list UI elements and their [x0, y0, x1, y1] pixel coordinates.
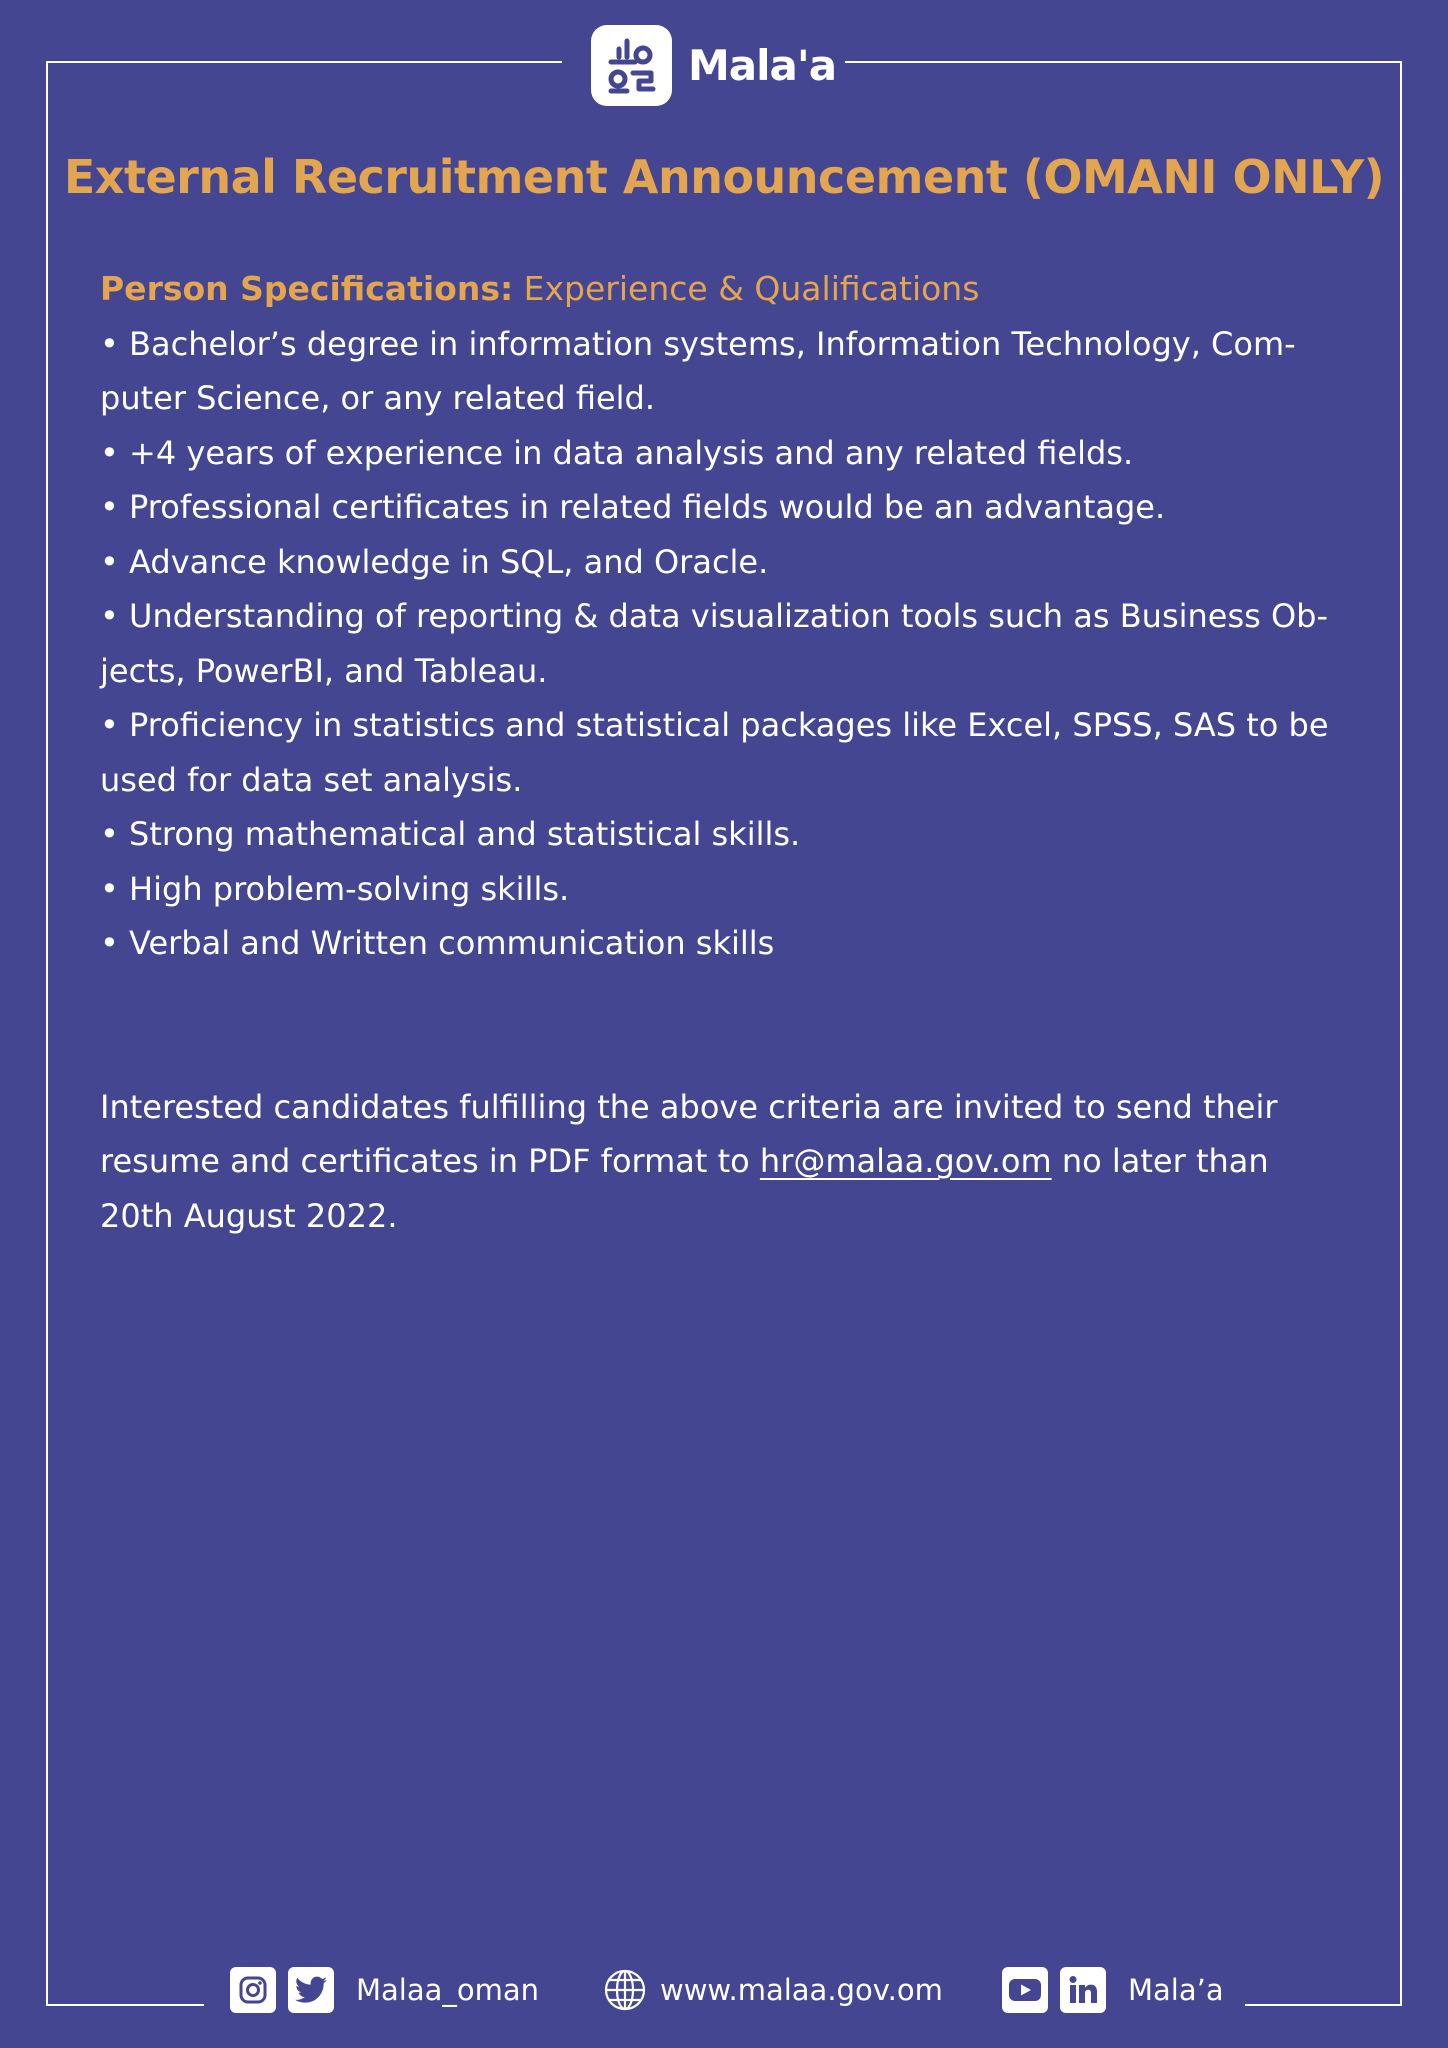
footer-website: [592, 1966, 953, 2014]
specification-item: • High problem-solving skills.: [100, 869, 570, 908]
social-handle[interactable]: Malaa_oman: [356, 1973, 540, 2007]
announcement-body: [100, 262, 1360, 1243]
specification-item: • +4 years of experience in data analysis and any related fields.: [100, 433, 1134, 472]
closing-line-2-end: no later than: [1051, 1142, 1269, 1180]
specification-item: • Strong mathematical and statistical skills.: [100, 815, 801, 853]
closing-line-3: 20th August 2022.: [100, 1196, 398, 1235]
twitter-icon[interactable]: [288, 1967, 334, 2013]
instagram-icon[interactable]: [230, 1967, 276, 2013]
email-link[interactable]: hr@malaa.gov.om: [759, 1142, 1052, 1180]
website-url[interactable]: www.malaa.gov.om: [660, 1973, 943, 2007]
specification-item: • Bachelor’s degree in information systems, Information Technology, Com- puter Science, or any related field.: [100, 324, 1296, 417]
linkedin-icon[interactable]: [1060, 1967, 1106, 2013]
footer-social: [220, 1966, 549, 2014]
specifications-list: [100, 317, 1360, 971]
malaa-logo-icon: [591, 25, 672, 106]
frame-right-line: [1400, 61, 1402, 2006]
brand-logo: [591, 25, 846, 106]
specification-item: • Proficiency in statistics and statistical packages like Excel, SPSS, SAS to be used for data set analysis.: [100, 706, 1329, 799]
specification-item: • Advance knowledge in SQL, and Oracle.: [100, 542, 769, 581]
video-handle[interactable]: Mala’a: [1128, 1973, 1224, 2007]
specifications-sublabel: Experience & Qualifications: [523, 269, 980, 308]
specifications-label: Person Specifications:: [100, 269, 514, 308]
globe-icon: [602, 1967, 648, 2013]
closing-line-1: Interested candidates fulfilling the above criteria are invited to send their: [100, 1087, 1278, 1126]
specification-item: • Professional certificates in related fields would be an advantage.: [100, 488, 1166, 526]
specification-item: • Verbal and Written communication skills: [100, 924, 775, 962]
specification-item: • Understanding of reporting & data visualization tools such as Business Ob- jects, PowerBI, and Tableau.: [100, 597, 1329, 690]
specifications-heading: [100, 262, 1360, 317]
youtube-icon[interactable]: [1002, 1967, 1048, 2013]
application-instructions: [100, 1080, 1360, 1244]
frame-top-left-line: [46, 61, 562, 63]
page-title: External Recruitment Announcement (OMANI ONLY): [63, 150, 1385, 204]
frame-bottom-left-line: [46, 2004, 204, 2006]
frame-bottom-right-line: [1245, 2004, 1402, 2006]
frame-left-line: [46, 61, 48, 2006]
brand-name: Mala'a: [688, 41, 837, 90]
frame-top-right-line: [845, 61, 1401, 63]
footer-channels: [992, 1966, 1234, 2014]
closing-line-2-start: resume and certificates in PDF format to: [100, 1142, 760, 1180]
